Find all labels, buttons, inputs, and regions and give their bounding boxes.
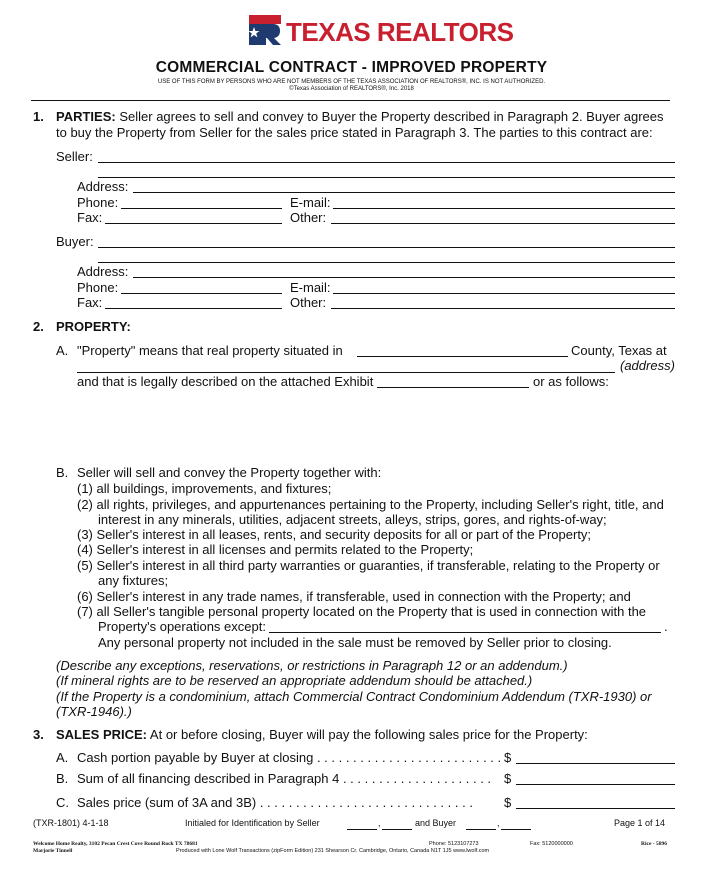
list-item: interest in any minerals, utilities, adjacent streets, alleys, strips, gores, and rights-of-way;: [98, 512, 607, 527]
list-item: Property's operations except:: [98, 619, 266, 634]
section-3-number: 3.: [33, 727, 44, 742]
buyer-name-field-2[interactable]: [98, 262, 675, 263]
section-3-intro: At or before closing, Buyer will pay the following sales price for the Property:: [149, 727, 588, 742]
file-name: Rice - 5896: [641, 841, 667, 847]
buyer-address-field[interactable]: [133, 277, 675, 278]
buyer-label: Buyer:: [56, 234, 94, 249]
seller-initials-2[interactable]: [382, 829, 412, 830]
price-row-c-dots: . . . . . . . . . . . . . . . . . . . . . . . . . . . . . .: [259, 795, 473, 810]
section-3-heading: SALES PRICE:: [56, 727, 148, 742]
form-id: (TXR-1801) 4-1-18: [33, 818, 109, 828]
list-item: (5) Seller's interest in all third party warranties or guaranties, if transferable, relating to the Property or: [77, 558, 660, 573]
buyer-other-field[interactable]: [331, 308, 675, 309]
price-row-c-label: [77, 795, 473, 810]
initials-and-buyer: and Buyer: [415, 818, 457, 828]
seller-initials-1[interactable]: [347, 829, 377, 830]
buyer-phone-field[interactable]: [121, 293, 282, 294]
initials-separator: ,: [378, 818, 381, 828]
list-item: (3) Seller's interest in all leases, rents, and security deposits for all or part of the Property;: [77, 527, 592, 542]
copyright-notice: ©Texas Association of REALTORS®, Inc. 2018: [289, 86, 414, 92]
section-3-intro-line: [56, 727, 588, 742]
list-item: (4) Seller's interest in all licenses and permits related to the Property;: [77, 542, 474, 557]
agent-name: Marjorie Tinnell: [33, 848, 73, 854]
buyer-fax-field[interactable]: [105, 308, 282, 309]
seller-name-field-2[interactable]: [98, 177, 675, 178]
price-row-b-currency: $: [504, 771, 512, 786]
exhibit-field[interactable]: [377, 387, 529, 388]
broker-fax: Fax: 5120000000: [530, 841, 573, 847]
form-title: COMMERCIAL CONTRACT - IMPROVED PROPERTY: [155, 59, 548, 76]
seller-fax-label: Fax:: [77, 210, 103, 225]
initials-label: Initialed for Identification by Seller: [185, 818, 320, 828]
note-condominium: (If the Property is a condominium, attach Commercial Contract Condominium Addendum (TXR-1930) or: [56, 689, 652, 704]
seller-phone-field[interactable]: [121, 208, 282, 209]
buyer-initials-1[interactable]: [466, 829, 496, 830]
section-2a-text: "Property" means that real property situated in: [77, 343, 343, 358]
price-row-c-text: Sales price (sum of 3A and 3B): [77, 795, 257, 810]
page-number: Page 1 of 14: [614, 818, 666, 828]
period-mark: .: [664, 619, 668, 634]
header-divider: [31, 100, 670, 101]
county-field[interactable]: [357, 356, 568, 357]
list-item: (1) all buildings, improvements, and fixtures;: [77, 481, 332, 496]
price-row-a-currency: $: [504, 750, 512, 765]
seller-name-field[interactable]: [98, 162, 675, 163]
seller-address-field[interactable]: [133, 192, 675, 193]
seller-fax-field[interactable]: [105, 223, 282, 224]
address-hint: (address): [620, 358, 675, 373]
county-texas-label: County, Texas at: [571, 343, 667, 358]
section-2-number: 2.: [33, 319, 44, 334]
seller-email-label: E-mail:: [290, 195, 331, 210]
price-row-a-text: Cash portion payable by Buyer at closing: [77, 750, 314, 765]
price-row-b-letter: B.: [56, 771, 69, 786]
exceptions-field[interactable]: [269, 632, 661, 633]
buyer-name-field[interactable]: [98, 247, 675, 248]
list-item: (6) Seller's interest in any trade names, if transferable, used in connection with the Property; and: [77, 589, 631, 604]
buyer-email-label: E-mail:: [290, 280, 331, 295]
buyer-address-label: Address:: [77, 264, 129, 279]
note-exceptions: (Describe any exceptions, reservations, or restrictions in Paragraph 12 or an addendum.): [56, 658, 568, 673]
list-item: (2) all rights, privileges, and appurtenances pertaining to the Property, including Seller's right, title, and: [77, 497, 664, 512]
section-1-text-line-2: to buy the Property from Seller for the sales price stated in Paragraph 3. The parties to this contract are:: [56, 125, 653, 140]
seller-label: Seller:: [56, 149, 93, 164]
brand-name: TEXAS REALTORS: [286, 17, 514, 47]
produced-with: Produced with Lone Wolf Transactions (zipForm Edition) 231 Shearson Cr. Cambridge, Ontario, Canada N1T 1J5 www.lwolf.com: [176, 848, 490, 854]
price-row-b-label: [77, 771, 491, 786]
seller-email-field[interactable]: [333, 208, 675, 209]
texas-realtors-logo-icon: [249, 15, 281, 45]
broker-info: Welcome Home Realty, 3102 Pecan Crest Cove Round Rock TX 78681: [33, 841, 198, 847]
initials-separator: ,: [497, 818, 500, 828]
seller-phone-label: Phone:: [77, 195, 119, 210]
note-condominium-cont: (TXR-1946).): [56, 704, 132, 719]
list-item: (7) all Seller's tangible personal property located on the Property that is used in connection with the: [77, 604, 647, 619]
section-2b-letter: B.: [56, 465, 69, 480]
seller-other-label: Other:: [290, 210, 327, 225]
cash-portion-field[interactable]: [516, 763, 675, 764]
price-row-a-letter: A.: [56, 750, 69, 765]
list-item: any fixtures;: [98, 573, 169, 588]
price-row-a-label: [77, 750, 501, 765]
property-address-field[interactable]: [77, 372, 615, 373]
buyer-phone-label: Phone:: [77, 280, 119, 295]
note-mineral-rights: (If mineral rights are to be reserved an appropriate addendum should be attached.): [56, 673, 533, 688]
section-2b-intro: Seller will sell and convey the Property together with:: [77, 465, 382, 480]
legal-description-label: and that is legally described on the attached Exhibit: [77, 374, 374, 389]
seller-other-field[interactable]: [331, 223, 675, 224]
broker-phone: Phone: 5123107273: [429, 841, 479, 847]
seller-address-label: Address:: [77, 179, 129, 194]
price-row-b-dots: . . . . . . . . . . . . . . . . . . . . .: [342, 771, 492, 786]
section-1-text-line-1: [56, 109, 663, 124]
financing-sum-field[interactable]: [516, 784, 675, 785]
as-follows-label: or as follows:: [533, 374, 609, 389]
section-1-text-1: Seller agrees to sell and convey to Buyer the Property described in Paragraph 2. Buyer agrees: [119, 109, 664, 124]
price-row-c-letter: C.: [56, 795, 69, 810]
section-2-heading: PROPERTY:: [56, 319, 131, 334]
list-item: Any personal property not included in the sale must be removed by Seller prior to closing.: [98, 635, 612, 650]
buyer-email-field[interactable]: [333, 293, 675, 294]
buyer-fax-label: Fax:: [77, 295, 103, 310]
price-row-b-text: Sum of all financing described in Paragraph 4: [77, 771, 340, 786]
section-1-heading: PARTIES:: [56, 109, 116, 124]
price-row-c-currency: $: [504, 795, 512, 810]
usage-notice: USE OF THIS FORM BY PERSONS WHO ARE NOT MEMBERS OF THE TEXAS ASSOCIATION OF REALTORS®, INC. IS NOT AUTHORIZED.: [157, 79, 546, 85]
sales-price-field[interactable]: [516, 808, 675, 809]
buyer-other-label: Other:: [290, 295, 327, 310]
section-2a-letter: A.: [56, 343, 69, 358]
price-row-a-dots: . . . . . . . . . . . . . . . . . . . . . . . . . .: [316, 750, 502, 765]
section-1-number: 1.: [33, 109, 44, 124]
buyer-initials-2[interactable]: [501, 829, 531, 830]
